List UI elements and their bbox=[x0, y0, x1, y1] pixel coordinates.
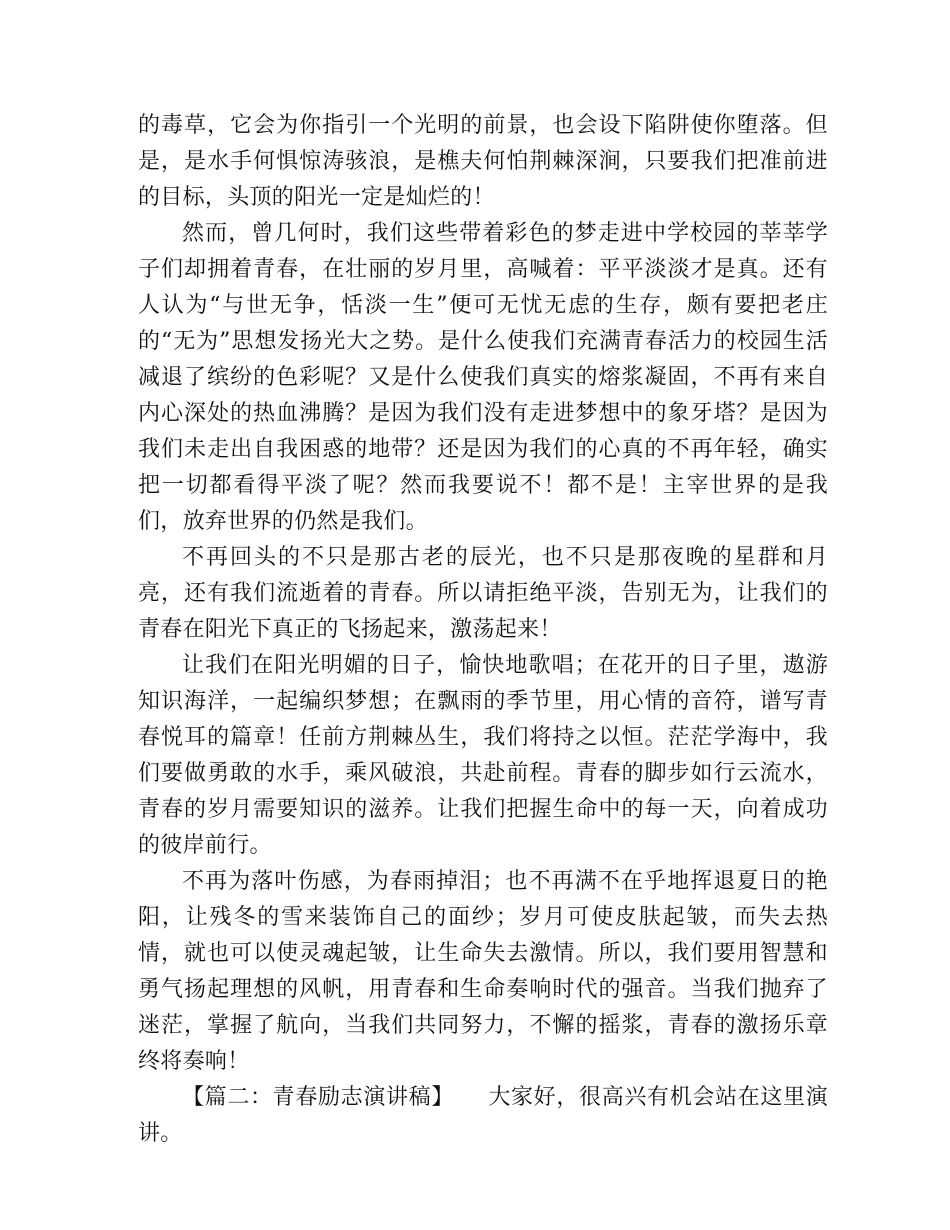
paragraph: 然而，曾几何时，我们这些带着彩色的梦走进中学校园的莘莘学子们却拥着青春，在壮丽的岁月里，高喊着：平平淡淡才是真。还有人认为“与世无争，恬淡一生”便可无忧无虑的生存，颇有要把老庄的“无为”思想发扬光大之势。是什么使我们充满青春活力的校园生活减退了缤纷的色彩呢？又是什么使我们真实的熔浆凝固，不再有来自内心深处的热血沸腾？是因为我们没有走进梦想中的象牙塔？是因为我们未走出自我困惑的地带？还是因为我们的心真的不再年轻，确实把一切都看得平淡了呢？然而我要说不！都不是！主宰世界的是我们，放弃世界的仍然是我们。 bbox=[138, 221, 828, 534]
paragraph: 让我们在阳光明媚的日子，愉快地歌唱；在花开的日子里，遨游知识海洋，一起编织梦想；在飘雨的季节里，用心情的音符，谱写青春悦耳的篇章！任前方荆棘丛生，我们将持之以恒。茫茫学海中，我们要做勇敢的水手，乘风破浪，共赴前程。青春的脚步如行云流水，青春的岁月需要知识的滋养。让我们把握生命中的每一天，向着成功的彼岸前行。 bbox=[138, 653, 828, 858]
paragraph-continuation: 的毒草，它会为你指引一个光明的前景，也会设下陷阱使你堕落。但是，是水手何惧惊涛骇浪，是樵夫何怕荆棘深涧，只要我们把准前进的目标，头顶的阳光一定是灿烂的！ bbox=[138, 113, 828, 210]
section-heading-paragraph: 【篇二：青春励志演讲稿】 大家好，很高兴有机会站在这里演讲。 bbox=[138, 1085, 828, 1146]
paragraph: 不再为落叶伤感，为春雨掉泪；也不再满不在乎地挥退夏日的艳阳，让残冬的雪来装饰自己的面纱；岁月可使皮肤起皱，而失去热情，就也可以使灵魂起皱，让生命失去激情。所以，我们要用智慧和勇气扬起理想的风帆，用青春和生命奏响时代的强音。当我们抛弃了迷茫，掌握了航向，当我们共同努力，不懈的摇浆，青春的激扬乐章终将奏响！ bbox=[138, 869, 828, 1074]
document-body bbox=[138, 108, 828, 1152]
paragraph: 不再回头的不只是那古老的辰光，也不只是那夜晚的星群和月亮，还有我们流逝着的青春。所以请拒绝平淡，告别无为，让我们的青春在阳光下真正的飞扬起来，激荡起来！ bbox=[138, 545, 828, 642]
